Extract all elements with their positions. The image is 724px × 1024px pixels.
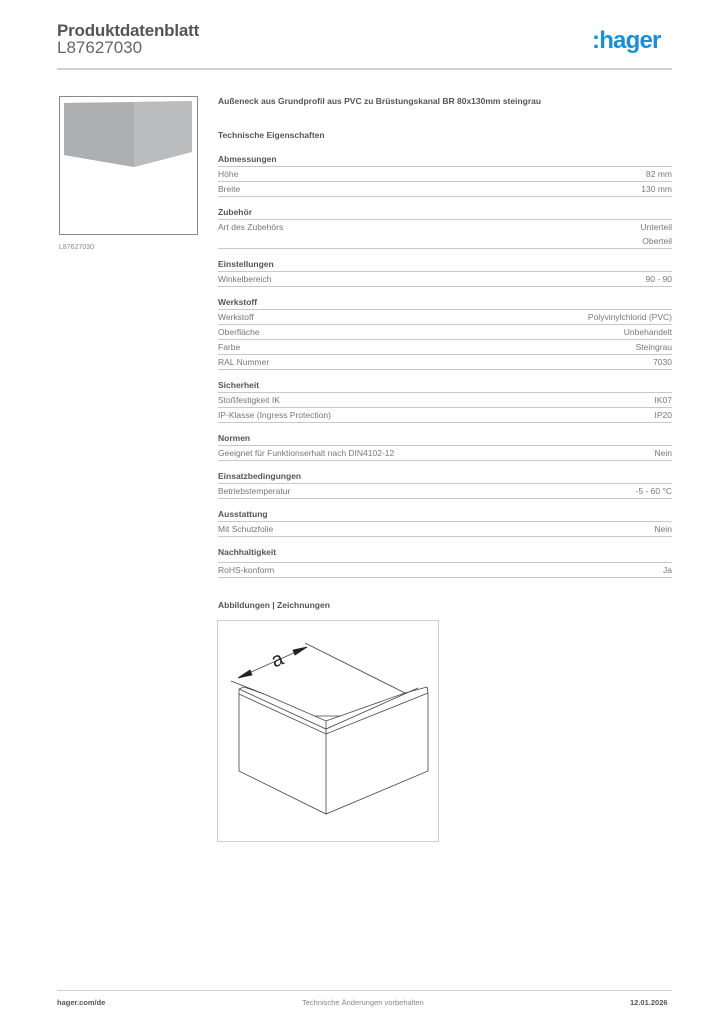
hager-logo: :hager bbox=[592, 27, 661, 54]
group-zubehoer bbox=[218, 206, 672, 249]
product-code: L87627030 bbox=[57, 38, 143, 57]
property-row bbox=[218, 484, 672, 499]
property-label: Geeignet für Funktionserhalt nach DIN4102-12 bbox=[218, 448, 395, 458]
group-title: Nachhaltigkeit bbox=[218, 546, 672, 563]
footer-notice: Technische Änderungen vorbehalten bbox=[302, 998, 424, 1007]
group-einsatzbedingungen bbox=[218, 470, 672, 499]
property-value: 82 mm bbox=[646, 169, 672, 179]
group-abmessungen bbox=[218, 153, 672, 197]
property-label: Winkelbereich bbox=[218, 274, 272, 284]
property-row bbox=[218, 522, 672, 537]
property-row bbox=[218, 220, 672, 249]
property-label: Farbe bbox=[218, 342, 241, 352]
group-normen bbox=[218, 432, 672, 461]
page-title: Produktdatenblatt bbox=[57, 21, 200, 40]
value-line: Unterteil bbox=[640, 222, 672, 232]
figures-heading: Abbildungen | Zeichnungen bbox=[218, 600, 330, 610]
property-value: Polyvinylchlorid (PVC) bbox=[587, 312, 672, 322]
group-title: Abmessungen bbox=[218, 153, 672, 167]
group-title: Werkstoff bbox=[218, 296, 672, 310]
property-label: Mit Schutzfolie bbox=[218, 524, 274, 534]
property-label: Werkstoff bbox=[218, 312, 254, 322]
property-value: 90 - 90 bbox=[645, 274, 672, 284]
footer-website-link[interactable]: hager.com/de bbox=[57, 998, 106, 1007]
property-value: Steingrau bbox=[635, 342, 672, 352]
property-label: RoHS-konform bbox=[218, 565, 275, 575]
property-value bbox=[640, 220, 672, 248]
property-row bbox=[218, 167, 672, 182]
properties-table bbox=[218, 153, 672, 587]
property-value: Unbehandelt bbox=[623, 327, 672, 337]
thumbnail-caption: L87627030 bbox=[59, 244, 95, 251]
value-line: Oberteil bbox=[642, 236, 672, 246]
property-value: Ja bbox=[663, 565, 672, 575]
property-label: Höhe bbox=[218, 169, 239, 179]
property-row bbox=[218, 325, 672, 340]
property-row bbox=[218, 393, 672, 408]
property-row bbox=[218, 340, 672, 355]
product-thumbnail bbox=[59, 96, 198, 235]
group-sicherheit bbox=[218, 379, 672, 423]
property-label: Breite bbox=[218, 184, 241, 194]
property-row bbox=[218, 355, 672, 370]
property-label: RAL Nummer bbox=[218, 357, 270, 367]
group-einstellungen bbox=[218, 258, 672, 287]
corner-drawing-icon bbox=[218, 621, 438, 841]
group-title: Einstellungen bbox=[218, 258, 672, 272]
property-row bbox=[218, 182, 672, 197]
header-divider bbox=[57, 68, 672, 70]
footer-date: 12.01.2026 bbox=[630, 998, 668, 1007]
property-value: 7030 bbox=[653, 357, 672, 367]
group-nachhaltigkeit bbox=[218, 546, 672, 578]
property-value: Nein bbox=[654, 448, 672, 458]
property-label: Stoßfestigkeit IK bbox=[218, 395, 280, 405]
product-description: Außeneck aus Grundprofil aus PVC zu Brüstungskanal BR 80x130mm steingrau bbox=[218, 96, 542, 106]
property-value: IK07 bbox=[654, 395, 672, 405]
dimension-label: a bbox=[268, 647, 287, 673]
group-title: Ausstattung bbox=[218, 508, 672, 522]
property-label: Betriebstemperatur bbox=[218, 486, 291, 496]
property-label: Oberfläche bbox=[218, 327, 260, 337]
group-title: Einsatzbedingungen bbox=[218, 470, 672, 484]
property-row bbox=[218, 310, 672, 325]
property-value: -5 - 60 °C bbox=[635, 486, 672, 496]
group-ausstattung bbox=[218, 508, 672, 537]
property-value: Nein bbox=[654, 524, 672, 534]
property-row bbox=[218, 563, 672, 578]
group-werkstoff bbox=[218, 296, 672, 370]
property-row bbox=[218, 446, 672, 461]
property-value: 130 mm bbox=[641, 184, 672, 194]
product-photo-icon bbox=[60, 97, 197, 234]
technical-properties-heading: Technische Eigenschaften bbox=[218, 130, 325, 140]
footer-divider bbox=[57, 990, 672, 991]
group-title: Sicherheit bbox=[218, 379, 672, 393]
property-value: IP20 bbox=[654, 410, 672, 420]
property-label: Art des Zubehörs bbox=[218, 222, 284, 232]
property-row bbox=[218, 408, 672, 423]
technical-drawing bbox=[217, 620, 439, 842]
property-label: IP-Klasse (Ingress Protection) bbox=[218, 410, 331, 420]
property-row bbox=[218, 272, 672, 287]
group-title: Zubehör bbox=[218, 206, 672, 220]
group-title: Normen bbox=[218, 432, 672, 446]
